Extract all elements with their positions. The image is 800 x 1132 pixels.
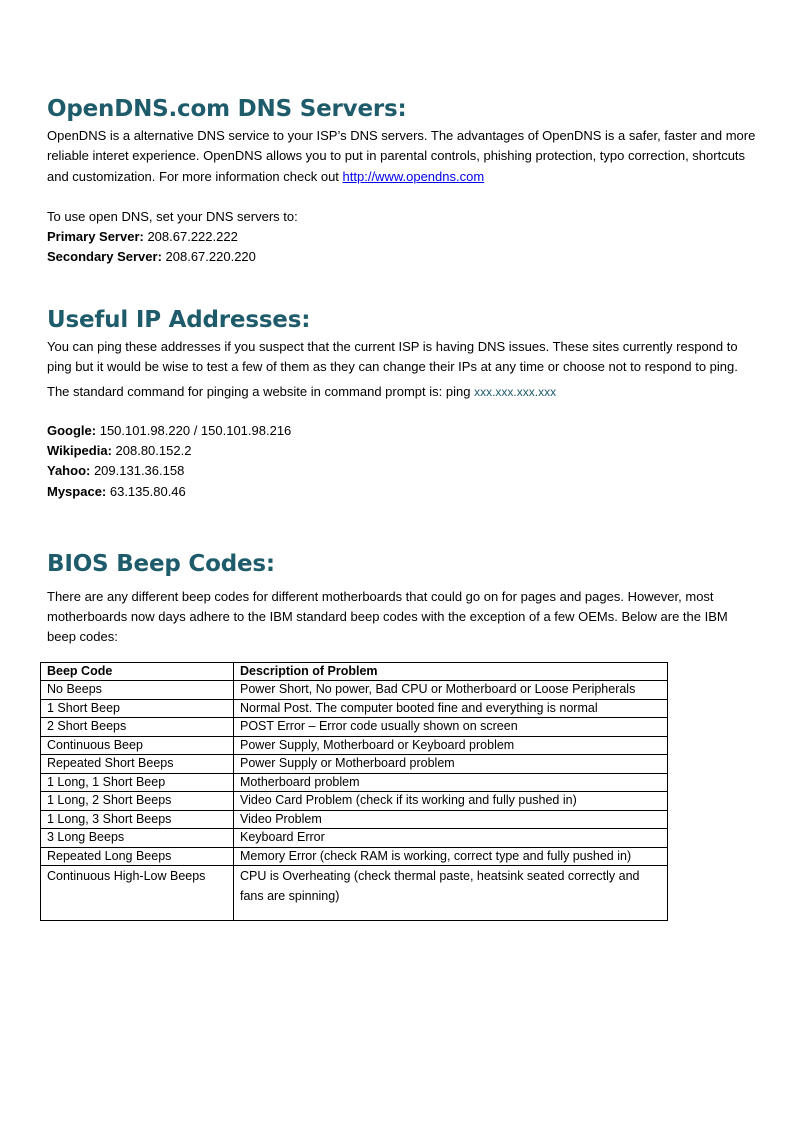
beep-code-cell: Continuous High-Low Beeps [41, 866, 234, 921]
description-cell: Motherboard problem [234, 773, 668, 792]
secondary-server-line [47, 247, 759, 267]
ip-entry-value: 63.135.80.46 [106, 483, 186, 499]
description-cell: Memory Error (check RAM is working, correct type and fully pushed in) [234, 847, 668, 866]
ip-entry-label: Myspace: [47, 483, 107, 499]
beep-code-cell: 1 Long, 1 Short Beep [41, 773, 234, 792]
beep-code-cell: No Beeps [41, 681, 234, 700]
opendns-heading: OpenDNS.com DNS Servers: [47, 96, 407, 122]
table-header-row [41, 662, 668, 681]
ping-placeholder: xxx.xxx.xxx.xxx [474, 385, 557, 400]
description-cell: Power Supply or Motherboard problem [234, 755, 668, 774]
spacer [47, 648, 759, 662]
description-cell: Keyboard Error [234, 829, 668, 848]
description-cell: Normal Post. The computer booted fine and everything is normal [234, 699, 668, 718]
secondary-server-label: Secondary Server: [47, 249, 162, 265]
description-cell: CPU is Overheating (check thermal paste, heatsink seated correctly and fans are spinning) [234, 866, 668, 921]
ip-entry-label: Google: [47, 422, 97, 438]
useful-ip-section [47, 303, 759, 502]
beep-code-table [40, 662, 668, 922]
ip-entry-value: 208.80.152.2 [111, 442, 192, 458]
beep-code-cell: 2 Short Beeps [41, 718, 234, 737]
beep-code-cell: Repeated Long Beeps [41, 847, 234, 866]
useful-ip-intro: You can ping these addresses if you suspect that the current ISP is having DNS issues. These sites currently respond to ping but it would be wise to test a few of them as they can change their IPs at any time or choose not to respond to ping. [47, 338, 738, 375]
beep-code-cell: 1 Long, 2 Short Beeps [41, 792, 234, 811]
ping-command-text: The standard command for pinging a website in command prompt is: ping [47, 384, 475, 400]
table-row [41, 829, 668, 848]
spacer [47, 187, 759, 207]
spacer [47, 403, 759, 421]
table-row [41, 810, 668, 829]
header-description: Description of Problem [234, 662, 668, 681]
ip-entry-wikipedia [47, 441, 759, 461]
beep-code-cell: 1 Short Beep [41, 699, 234, 718]
table-row [41, 755, 668, 774]
opendns-section [47, 92, 759, 268]
opendns-intro [47, 126, 759, 187]
beep-code-cell: 1 Long, 3 Short Beeps [41, 810, 234, 829]
primary-server-label: Primary Server: [47, 229, 144, 245]
primary-server-line [47, 227, 759, 247]
bios-beep-section [47, 547, 759, 921]
bios-heading: BIOS Beep Codes: [47, 550, 275, 577]
table-row [41, 736, 668, 755]
ip-entry-myspace [47, 482, 759, 502]
secondary-server-value: 208.67.220.220 [161, 249, 256, 265]
header-beep-code: Beep Code [41, 662, 234, 681]
opendns-intro-text: OpenDNS is a alternative DNS service to your ISP’s DNS servers. The advantages of OpenDNS is a safer, faster and more reliable interet experience. OpenDNS allows you to put in parental controls, phishing protection, typo correction, shortcuts and customization. For more information check out [47, 128, 756, 184]
document-content [47, 92, 759, 921]
table-row [41, 718, 668, 737]
table-row [41, 792, 668, 811]
table-row [41, 847, 668, 866]
description-cell: Power Supply, Motherboard or Keyboard problem [234, 736, 668, 755]
ip-entry-value: 209.131.36.158 [90, 463, 185, 479]
description-cell: POST Error – Error code usually shown on screen [234, 718, 668, 737]
beep-code-cell: Continuous Beep [41, 736, 234, 755]
description-cell: Power Short, No power, Bad CPU or Motherboard or Loose Peripherals [234, 681, 668, 700]
ping-command-line [47, 382, 759, 402]
beep-code-cell: Repeated Short Beeps [41, 755, 234, 774]
beep-code-cell: 3 Long Beeps [41, 829, 234, 848]
table-row [41, 866, 668, 921]
ip-entry-label: Wikipedia: [47, 442, 112, 458]
opendns-setup-text: To use open DNS, set your DNS servers to: [47, 208, 298, 224]
ip-entry-google [47, 421, 759, 441]
ip-entry-value: 150.101.98.220 / 150.101.98.216 [96, 422, 292, 438]
useful-ip-heading: Useful IP Addresses: [47, 306, 311, 333]
ip-entry-label: Yahoo: [47, 463, 91, 479]
primary-server-value: 208.67.222.222 [143, 229, 238, 245]
table-row [41, 773, 668, 792]
opendns-link[interactable]: http://www.opendns.com [342, 168, 485, 184]
table-row [41, 681, 668, 700]
description-cell: Video Problem [234, 810, 668, 829]
description-cell: Video Card Problem (check if its working and fully pushed in) [234, 792, 668, 811]
ip-entry-yahoo [47, 461, 759, 481]
table-row [41, 699, 668, 718]
bios-intro: There are any different beep codes for different motherboards that could go on for pages and pages. However, most motherboards now days adhere to the IBM standard beep codes with the exception of a few OEMs. Below are the IBM beep codes: [47, 588, 728, 645]
